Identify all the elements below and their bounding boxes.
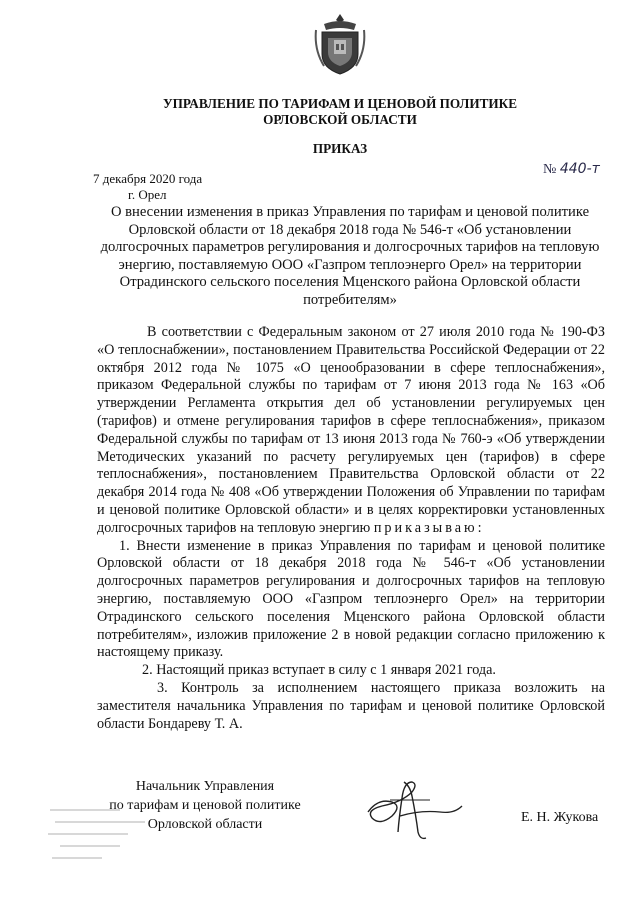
order-item-2: 2. Настоящий приказ вступает в силу с 1 января 2021 года.: [142, 662, 496, 679]
order-item-3: 3. Контроль за исполнением настоящего приказа возложить на заместителя начальника Управления по тарифам и ценовой политике Орловской области Бондареву Т. А.: [97, 679, 605, 732]
handwritten-signature: [360, 770, 470, 850]
signatory-title-line-1: Начальник Управления: [135, 779, 275, 794]
order-body: [97, 324, 605, 733]
order-word: приказываю:: [373, 519, 485, 536]
handwritten-order-number: 440-т: [559, 161, 600, 177]
preamble-text: В соответствии с Федеральным законом от 27 июля 2010 года № 190-ФЗ «О теплоснабжении», постановлением Правительства Российской Федерации от 22 октября 2012 года № 1075 «О ценообразовании в сфере теплоснабжения», приказом Федеральной службы по тарифам от 7 июня 2013 года № 163 «Об утверждении Регламента открытия дел об установлении регулируемых цен (тарифов) и отмене регулирования тарифов в сфере теплоснабжения», приказом Федеральной службы по тарифам от 13 июня 2013 года № 760-э «Об утверждении Методических указаний по расчету регулируемых цен (тарифов) в сфере теплоснабжения», постановлением Правительства Орловской области от 22 декабря 2014 года № 408 «Об утверждении Положения об Управлении по тарифам и ценовой политике Орловской области» и в целях корректировки установленных долгосрочных тарифов на тепловую энергию: [97, 324, 605, 536]
order-subject: О внесении изменения в приказ Управления по тарифам и ценовой политике Орловской области от 18 декабря 2018 года № 546-т «Об установлении долгосрочных параметров регулирования и долгосрочных тарифов на тепловую энергию, поставляемую ООО «Газпром теплоэнерго Орел» на территории Отрадинского сельского поселения Мценского района Орловской области потребителям»: [100, 204, 600, 308]
signatory-title-line-3: Орловской области: [147, 817, 263, 832]
organization-heading: [120, 96, 560, 128]
document-type-title: ПРИКАЗ: [312, 141, 368, 156]
signatory-title-line-2: по тарифам и ценовой политике: [109, 798, 301, 813]
organization-line-2: ОРЛОВСКОЙ ОБЛАСТИ: [263, 112, 417, 127]
order-number: [543, 161, 600, 178]
signatory-name: Е. Н. Жукова: [521, 810, 599, 825]
signatory-title: [100, 777, 310, 834]
number-sign: №: [543, 162, 557, 177]
organization-line-1: УПРАВЛЕНИЕ ПО ТАРИФАМ И ЦЕНОВОЙ ПОЛИТИКЕ: [163, 96, 517, 111]
preamble-paragraph: [97, 324, 605, 538]
coat-of-arms-emblem: [314, 10, 366, 78]
order-date: 7 декабря 2020 года: [93, 171, 203, 186]
order-item-1: 1. Внести изменение в приказ Управления по тарифам и ценовой политике Орловской области от 18 декабря 2018 года № 546-т «Об установлении долгосрочных параметров регулирования и долгосрочных тарифов на тепловую энергию, поставляемую ООО «Газпром теплоэнерго Орел» на территории Отрадинского сельского поселения Мценского района Орловской области потребителям», изложив приложение 2 в новой редакции согласно приложению к настоящему приказу.: [97, 537, 605, 661]
order-city: г. Орел: [128, 187, 167, 202]
